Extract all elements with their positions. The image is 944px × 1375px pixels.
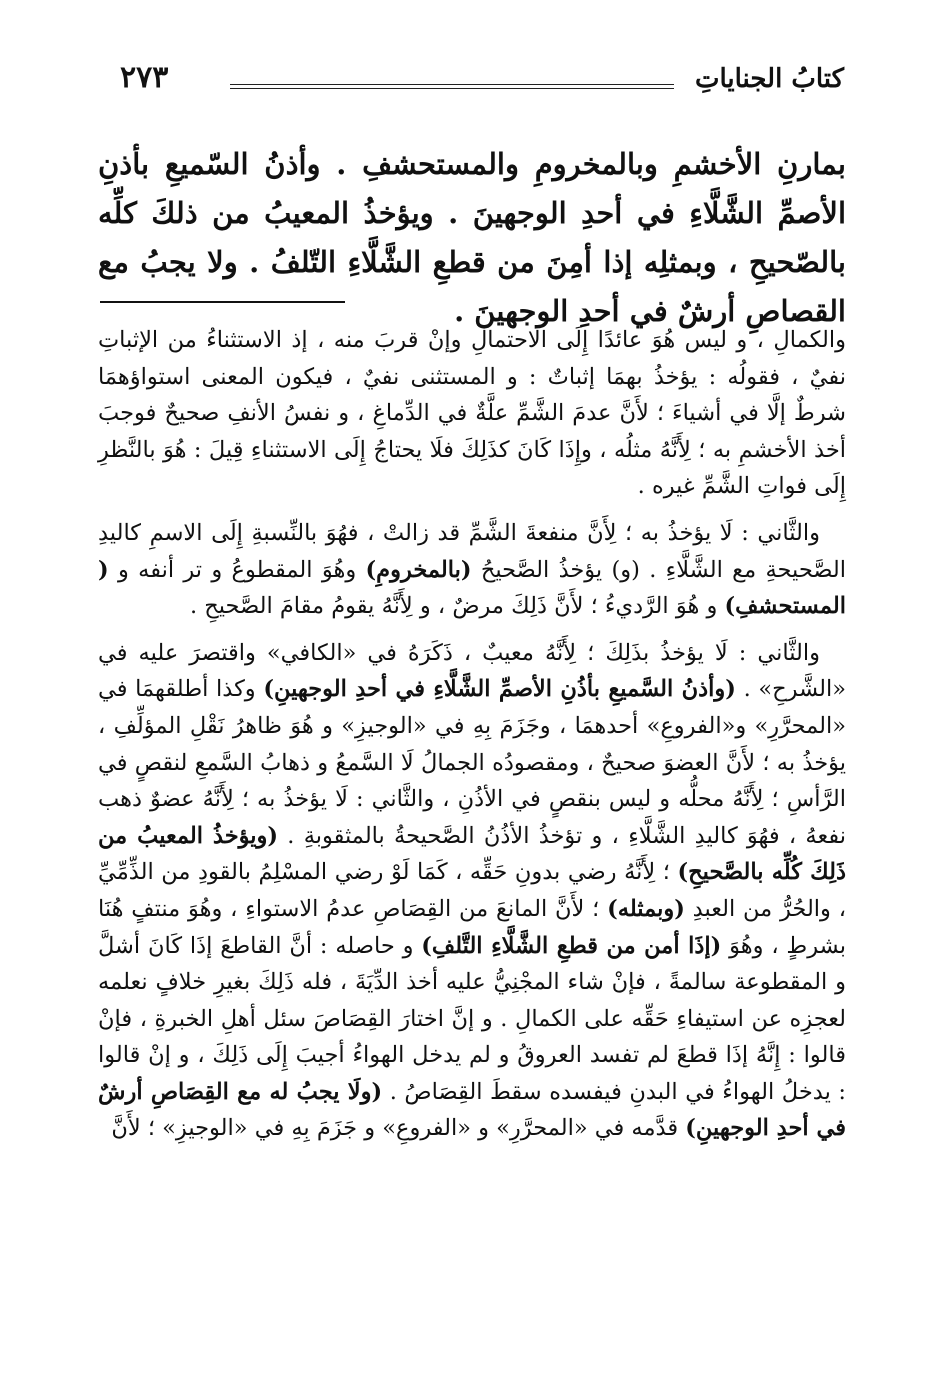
commentary-paragraph-2 <box>98 515 846 625</box>
commentary-text: قدَّمه في «المحرَّرِ» و «الفروعِ» و جَزَمَ بِهِ في «الوجيزِ» ؛ لأَنَّ <box>111 1115 686 1142</box>
commentary <box>98 322 846 1147</box>
commentary-text: ؛ لأَنَّ المانعَ من القِصَاصِ عدمُ الاستواءِ ، وهُوَ منتفٍ هُنَا بشرطٍ ، وهُوَ <box>98 895 846 959</box>
quoted-matn: (وأذنُ السَّميعِ بأذُنِ الأصمِّ الشَّلَّاءِ في أحدِ الوجهينِ) <box>263 676 736 703</box>
header-rule <box>230 84 674 89</box>
commentary-text: وهُوَ المقطوعُ و تر أنفه و <box>108 556 366 583</box>
commentary-text: وكذا أطلقهمَا في «المحرَّرِ» و«الفروعِ» أحدهمَا ، وجَزَمَ بِهِ في «الوجيزِ» و هُوَ ظاهرُ نَقْلِ المؤلِّفِ ، يؤخذُ به ؛ لأَنَّ العضوَ صحيحٌ ، ومقصودُه الجمالُ لَا السَّمعُ و ذهابُ السَّمعِ لنقصٍ في الرَّأسِ ؛ لِأَنَّهُ محلُّه و ليس بنقصٍ في الأذُنِ ، والثَّاني : لَا يؤخذُ به ؛ لِأَنَّهُ عضوٌ ذهب نفعهُ ، فهُوَ كاليدِ الشَّلَّاءِ ، و تؤخذُ الأذُنُ الصَّحيحةُ بالمثقوبةِ . <box>98 676 846 849</box>
quoted-matn: (ويؤخذُ المعيبُ من ذَلِكَ كُلِّه بالصَّحيحِ) <box>98 822 846 886</box>
commentary-text: و حاصله : أنَّ القاطعَ إذَا كَانَ أشلَّ و المقطوعة سالمةً ، فإنْ شاء المجْنِيُّ عليه أخذ الدِّيَةَ ، فله ذَلِكَ بغيرِ خلافٍ نعلمه لعجزِه عن استيفاءِ حَقِّه على الكمالِ . و إنَّ اختارَ القِصَاصَ سئل أهلِ الخبرةِ ، فإنْ قالوا : إِنَّهُ إذَا قطعَ لم تفسد العروقُ و لم يدخل الهواءُ أجيبَ إِلَى ذَلِكَ ، و إنْ قالوا : يدخلُ الهواءُ في البدنِ فيفسده سقطَ القِصَاصُ . <box>98 932 846 1105</box>
quoted-matn: (وبمثله) <box>607 895 685 922</box>
main-text: بمارنِ الأخشمِ وبالمخرومِ والمستحشفِ . وأذنُ السّميعِ بأذنِ الأصمِّ الشَّلَّاءِ في أحدِ الوجهينَ . ويؤخذُ المعيبُ من ذلكَ كلِّه بالصّحيحِ ، وبمثلِه إذا أمِنَ من قطعِ الشَّلَّاءِ التّلفُ . ولا يجبُ مع القصاصِ أرشٌ في أحدِ الوجهينَ . <box>98 147 846 328</box>
commentary-text: والثَّاني : لَا يؤخذُ بذَلِكَ ؛ لِأَنَّهُ معيبٌ ، ذَكَرَهُ في «الكافي» واقتصرَ عليه في «الشَّرحِ» . <box>98 639 847 703</box>
commentary-text: و هُوَ الرَّديءُ ؛ لأَنَّ ذَلِكَ مرضٌ ، و لِأَنَّهُ يقومُ مقامَ الصَّحيحِ . <box>189 593 725 620</box>
footnote-divider <box>100 301 345 303</box>
page-number: ٢٧٣ <box>120 60 169 95</box>
quoted-matn: (ولَا يجبُ له مع القِصَاصِ أرشٌ في أحدِ الوجهينِ) <box>98 1078 846 1142</box>
quoted-matn: ( المستحشفِ) <box>98 556 846 620</box>
commentary-paragraph-1: والكمالِ ، و ليس هُوَ عائدًا إِلَى الاحتمالِ وإنْ قربَ منه ، إذ الاستثناءُ من الإثباتِ نفيٌ ، فقولُه : يؤخذُ بهمَا إثباتٌ : و المستثنى نفيٌ ، فيكون المعنى استواؤهمَا شرطٌ إلَّا في أشياءَ ؛ لأَنَّ عدمَ الشَّمِّ علَّةٌ في الدِّماغِ ، و نفسُ الأنفِ صحيحٌ فوجبَ أخذ الأخشمِ به ؛ لِأَنَّهُ مثلُه ، وإِذَا كَانَ كذَلِكَ فلَا يحتاجُ إِلَى الاستثناءِ قِيلَ : هُوَ بالنَّظرِ إِلَى فواتِ الشَّمِّ غيره . <box>98 327 846 500</box>
commentary-text: ؛ لِأَنَّهُ رضي بدونِ حَقِّه ، كَمَا لَوْ رضي المسْلِمُ بالقودِ من الذِّمِّيِّ ، والحُرُّ من العبدِ <box>98 859 846 922</box>
quoted-matn: (بالمخرومِ) <box>365 556 472 583</box>
quoted-matn: (إذَا أمن من قطعِ الشَّلَّاءِ التَّلفِ) <box>421 932 722 959</box>
page-header <box>120 60 844 104</box>
commentary-paragraph-3 <box>98 635 846 1147</box>
commentary-text: والثَّاني : لَا يؤخذُ به ؛ لِأَنَّ منفعةَ الشَّمِّ قد زالتْ ، فهُوَ بالنِّسبةِ إِلَى الاسمِ كاليدِ الصَّحيحةِ مع الشَّلَّاءِ . (و) يؤخذُ الصَّحيحُ <box>98 519 846 583</box>
running-head-title: كتابُ الجناياتِ <box>694 64 844 94</box>
